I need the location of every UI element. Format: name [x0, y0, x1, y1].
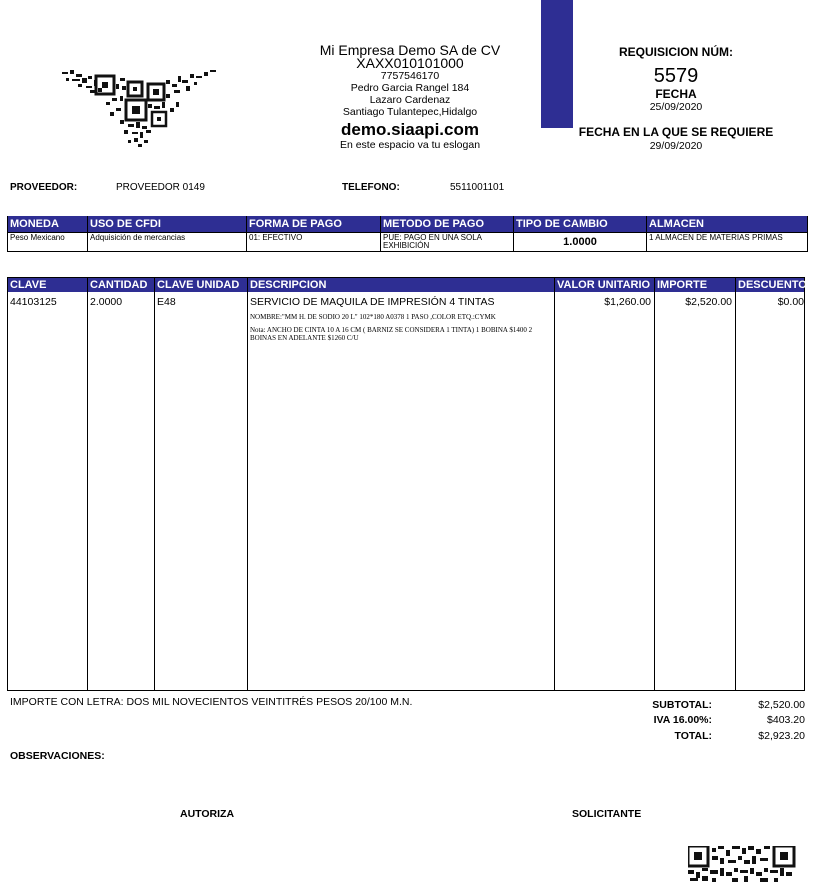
requester-label: SOLICITANTE	[572, 808, 642, 820]
header-almacen: ALMACEN	[647, 216, 808, 233]
company-logo	[62, 66, 220, 148]
company-name: Mi Empresa Demo SA de CV	[319, 42, 501, 58]
company-street: Pedro Garcia Rangel 184	[350, 82, 470, 94]
column-divider	[554, 278, 555, 690]
qr-code	[688, 846, 796, 883]
requisition-number: 5579	[653, 65, 699, 87]
requisition-date-label: FECHA	[655, 87, 697, 101]
table-row	[8, 233, 808, 252]
payment-table-header	[8, 216, 808, 233]
company-phone: 7757546170	[380, 70, 440, 82]
items-table	[7, 277, 805, 691]
cell-metodo-pago: PUE: PAGO EN UNA SOLA EXHIBICIÓN	[381, 233, 514, 252]
company-slogan: En este espacio va tu eslogan	[339, 139, 481, 151]
company-rfc: XAXX010101000	[356, 55, 464, 71]
header-clave-unidad: CLAVE UNIDAD	[157, 279, 240, 291]
requisition-number-label: REQUISICION NÚM:	[619, 45, 733, 59]
company-city: Santiago Tulantepec,Hidalgo	[342, 106, 478, 118]
subtotal-value: $2,520.00	[758, 699, 805, 711]
supplier-phone: 5511001101	[450, 182, 505, 193]
header-cantidad: CANTIDAD	[90, 279, 148, 291]
item-unidad: E48	[157, 296, 176, 308]
supplier-label: PROVEEDOR:	[10, 182, 78, 193]
column-divider	[735, 278, 736, 690]
header-tipo-cambio: TIPO DE CAMBIO	[514, 216, 647, 233]
cell-almacen: 1 ALMACEN DE MATERIAS PRIMAS	[647, 233, 808, 252]
header-descripcion: DESCRIPCION	[250, 279, 327, 291]
required-date: 29/09/2020	[649, 140, 703, 152]
observations-label: OBSERVACIONES:	[10, 750, 105, 762]
iva-label: IVA 16.00%:	[653, 714, 712, 726]
total-value: $2,923.20	[758, 730, 805, 742]
company-colony: Lazaro Cardenaz	[369, 94, 451, 106]
required-date-info	[570, 125, 782, 152]
supplier-phone-label: TELEFONO:	[342, 182, 400, 193]
cell-uso-cfdi: Adquisición de mercancias	[88, 233, 247, 252]
company-info	[300, 43, 520, 151]
cell-moneda: Peso Mexicano	[8, 233, 88, 252]
header-moneda: MONEDA	[8, 216, 88, 233]
item-nota: Nota: ANCHO DE CINTA 10 A 16 CM ( BARNIZ SE CONSIDERA 1 TINTA) 1 BOBINA $1400 2 BOINAS EN ADELANTE $1260 C/U	[250, 326, 533, 342]
item-clave: 44103125	[10, 296, 57, 308]
total-label: TOTAL:	[674, 730, 712, 742]
header-importe: IMPORTE	[657, 279, 708, 291]
header-forma-pago: FORMA DE PAGO	[247, 216, 381, 233]
amount-in-words: IMPORTE CON LETRA: DOS MIL NOVECIENTOS VEINTITRÉS PESOS 20/100 M.N.	[10, 696, 413, 708]
required-date-label: FECHA EN LA QUE SE REQUIERE	[578, 125, 774, 139]
item-descuento: $0.00	[777, 296, 804, 308]
item-cantidad: 2.0000	[90, 296, 123, 308]
item-descripcion: SERVICIO DE MAQUILA DE IMPRESIÓN 4 TINTAS	[250, 296, 495, 308]
supplier-value: PROVEEDOR 0149	[116, 182, 205, 193]
accent-bar	[541, 0, 573, 128]
header-uso-cfdi: USO DE CFDI	[88, 216, 247, 233]
cell-forma-pago: 01: EFECTIVO	[247, 233, 381, 252]
item-valor-unitario: $1,260.00	[604, 296, 651, 308]
company-website[interactable]: demo.siaapi.com	[341, 120, 479, 139]
authorizes-label: AUTORIZA	[180, 808, 235, 820]
column-divider	[247, 278, 248, 690]
header-valor-unitario: VALOR UNITARIO	[557, 279, 651, 291]
header-metodo-pago: METODO DE PAGO	[381, 216, 514, 233]
item-detalle: NOMBRE:"MM H. DE SODIO 20 L" 102*180 A0378 1 PASO ,COLOR ETQ.:CYMK	[250, 313, 496, 321]
item-importe: $2,520.00	[685, 296, 732, 308]
header-descuento: DESCUENTO	[738, 279, 807, 291]
iva-value: $403.20	[767, 714, 805, 726]
payment-table	[7, 216, 808, 252]
header-clave: CLAVE	[10, 279, 47, 291]
requisition-info	[580, 45, 772, 113]
column-divider	[154, 278, 155, 690]
requisition-date: 25/09/2020	[649, 101, 703, 113]
column-divider	[654, 278, 655, 690]
column-divider	[87, 278, 88, 690]
cell-tipo-cambio: 1.0000	[514, 233, 647, 252]
subtotal-label: SUBTOTAL:	[652, 699, 712, 711]
